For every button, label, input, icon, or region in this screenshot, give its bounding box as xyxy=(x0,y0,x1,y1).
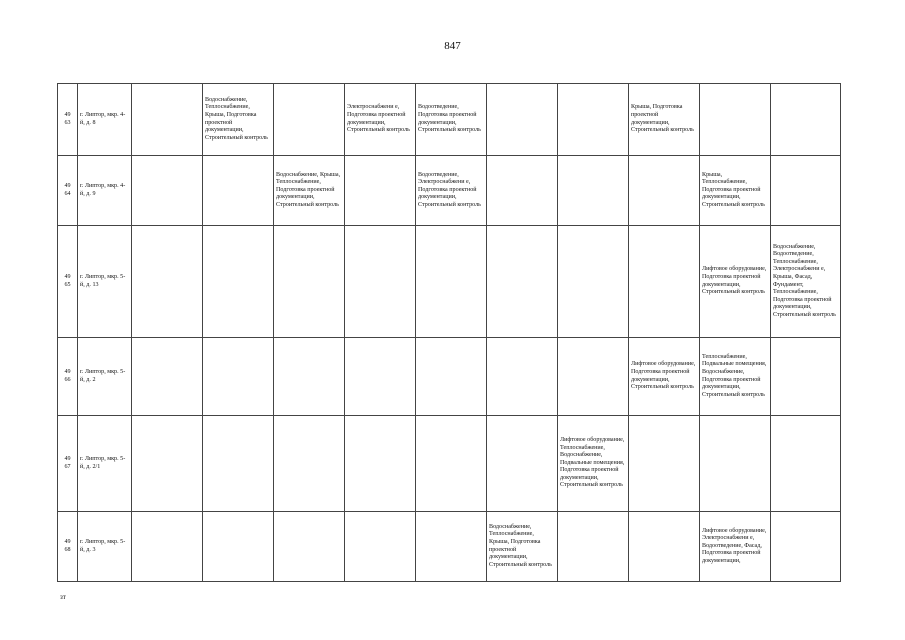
work-cell xyxy=(132,226,203,338)
work-cell xyxy=(487,156,558,226)
work-cell: Водоснабжение, Теплоснабжение, Крыша, Подготовка проектной документации, Строительный контроль xyxy=(203,84,274,156)
address-cell: г. Липтор, мкр. 4-й, д. 9 xyxy=(78,156,132,226)
work-cell xyxy=(132,156,203,226)
work-cell: Водоотведение, Подготовка проектной документации, Строительный контроль xyxy=(416,84,487,156)
table-row xyxy=(58,156,841,226)
work-cell xyxy=(345,416,416,512)
work-cell xyxy=(771,156,841,226)
work-cell xyxy=(558,226,629,338)
address-cell: г. Липтор, мкр. 5-й, д. 2 xyxy=(78,338,132,416)
work-cell: Теплоснабжение, Подвальные помещения, Водоснабжение, Подготовка проектной документации, Строительный контроль xyxy=(700,338,771,416)
page-number: 847 xyxy=(444,40,461,52)
work-cell xyxy=(416,416,487,512)
work-cell xyxy=(771,512,841,582)
row-number xyxy=(58,338,78,416)
row-number-part: 49 xyxy=(64,273,71,280)
work-cell xyxy=(771,338,841,416)
work-cell xyxy=(132,84,203,156)
row-number-part: 49 xyxy=(64,182,71,189)
work-cell xyxy=(274,512,345,582)
row-number xyxy=(58,226,78,338)
row-number xyxy=(58,156,78,226)
work-cell xyxy=(487,226,558,338)
work-cell: Лифтовое оборудование, Теплоснабжение, Водоснабжение, Подвальные помещения, Подготовка проектной документации, Строительный контроль xyxy=(558,416,629,512)
work-cell: Водоснабжение, Теплоснабжение, Крыша, Подготовка проектной документации, Строительный контроль xyxy=(487,512,558,582)
work-cell: Водоснабжение, Водоотведение, Теплоснабжение, Электроснабжени е, Крыша, Фасад, Фундамент, Теплоснабжение, Подготовка проектной документации, Строительный контроль xyxy=(771,226,841,338)
work-cell xyxy=(203,416,274,512)
work-cell xyxy=(558,338,629,416)
row-number xyxy=(58,512,78,582)
work-cell xyxy=(345,512,416,582)
work-cell xyxy=(558,512,629,582)
row-number xyxy=(58,84,78,156)
work-cell: Крыша, Теплоснабжение, Подготовка проектной документации, Строительный контроль xyxy=(700,156,771,226)
footer-mark: зт xyxy=(60,593,66,601)
work-cell xyxy=(203,226,274,338)
address-cell: г. Липтор, мкр. 5-й, д. 3 xyxy=(78,512,132,582)
work-cell xyxy=(629,416,700,512)
work-cell xyxy=(629,512,700,582)
work-cell: Лифтовое оборудование, Подготовка проектной документации, Строительный контроль xyxy=(629,338,700,416)
table-row xyxy=(58,226,841,338)
work-cell: Водоснабжение, Крыша, Теплоснабжение, Подготовка проектной документации, Строительный контроль xyxy=(274,156,345,226)
work-cell xyxy=(274,416,345,512)
row-number-part: 67 xyxy=(64,463,71,470)
table-row xyxy=(58,512,841,582)
work-cell xyxy=(487,338,558,416)
work-cell xyxy=(274,226,345,338)
work-cell: Лифтовое оборудование, Подготовка проектной документации, Строительный контроль xyxy=(700,226,771,338)
row-number-part: 68 xyxy=(64,546,71,553)
work-cell xyxy=(771,84,841,156)
row-number-part: 64 xyxy=(64,190,71,197)
row-number-part: 49 xyxy=(64,368,71,375)
work-cell xyxy=(203,338,274,416)
work-cell: Электроснабжени е, Подготовка проектной документации, Строительный контроль xyxy=(345,84,416,156)
work-cell xyxy=(274,338,345,416)
work-cell xyxy=(203,156,274,226)
work-cell: Водоотведение, Электроснабжени е, Подготовка проектной документации, Строительный контроль xyxy=(416,156,487,226)
work-cell xyxy=(558,84,629,156)
work-cell: Крыша, Подготовка проектной документации, Строительный контроль xyxy=(629,84,700,156)
work-cell xyxy=(132,416,203,512)
address-cell: г. Липтор, мкр. 4-й, д. 8 xyxy=(78,84,132,156)
work-cell xyxy=(629,156,700,226)
row-number-part: 63 xyxy=(64,119,71,126)
address-cell: г. Липтор, мкр. 5-й, д. 13 xyxy=(78,226,132,338)
address-cell: г. Липтор, мкр. 5-й, д. 2/1 xyxy=(78,416,132,512)
row-number xyxy=(58,416,78,512)
work-cell xyxy=(345,226,416,338)
work-cell xyxy=(700,416,771,512)
work-cell xyxy=(132,338,203,416)
work-cell xyxy=(416,226,487,338)
row-number-part: 65 xyxy=(64,281,71,288)
work-cell: Лифтовое оборудование, Электроснабжени е, Водоотведение, Фасад, Подготовка проектной документации, xyxy=(700,512,771,582)
work-cell xyxy=(416,512,487,582)
work-cell xyxy=(629,226,700,338)
row-number-part: 49 xyxy=(64,455,71,462)
work-cell xyxy=(203,512,274,582)
row-number-part: 49 xyxy=(64,111,71,118)
work-cell xyxy=(132,512,203,582)
row-number-part: 49 xyxy=(64,538,71,545)
work-cell xyxy=(487,416,558,512)
work-cell xyxy=(558,156,629,226)
work-cell xyxy=(345,338,416,416)
table-row xyxy=(58,416,841,512)
work-cell xyxy=(771,416,841,512)
row-number-part: 66 xyxy=(64,376,71,383)
work-cell xyxy=(274,84,345,156)
repair-schedule-table xyxy=(57,83,841,582)
work-cell xyxy=(700,84,771,156)
table-row xyxy=(58,338,841,416)
work-cell xyxy=(487,84,558,156)
work-cell xyxy=(416,338,487,416)
table-row xyxy=(58,84,841,156)
work-cell xyxy=(345,156,416,226)
